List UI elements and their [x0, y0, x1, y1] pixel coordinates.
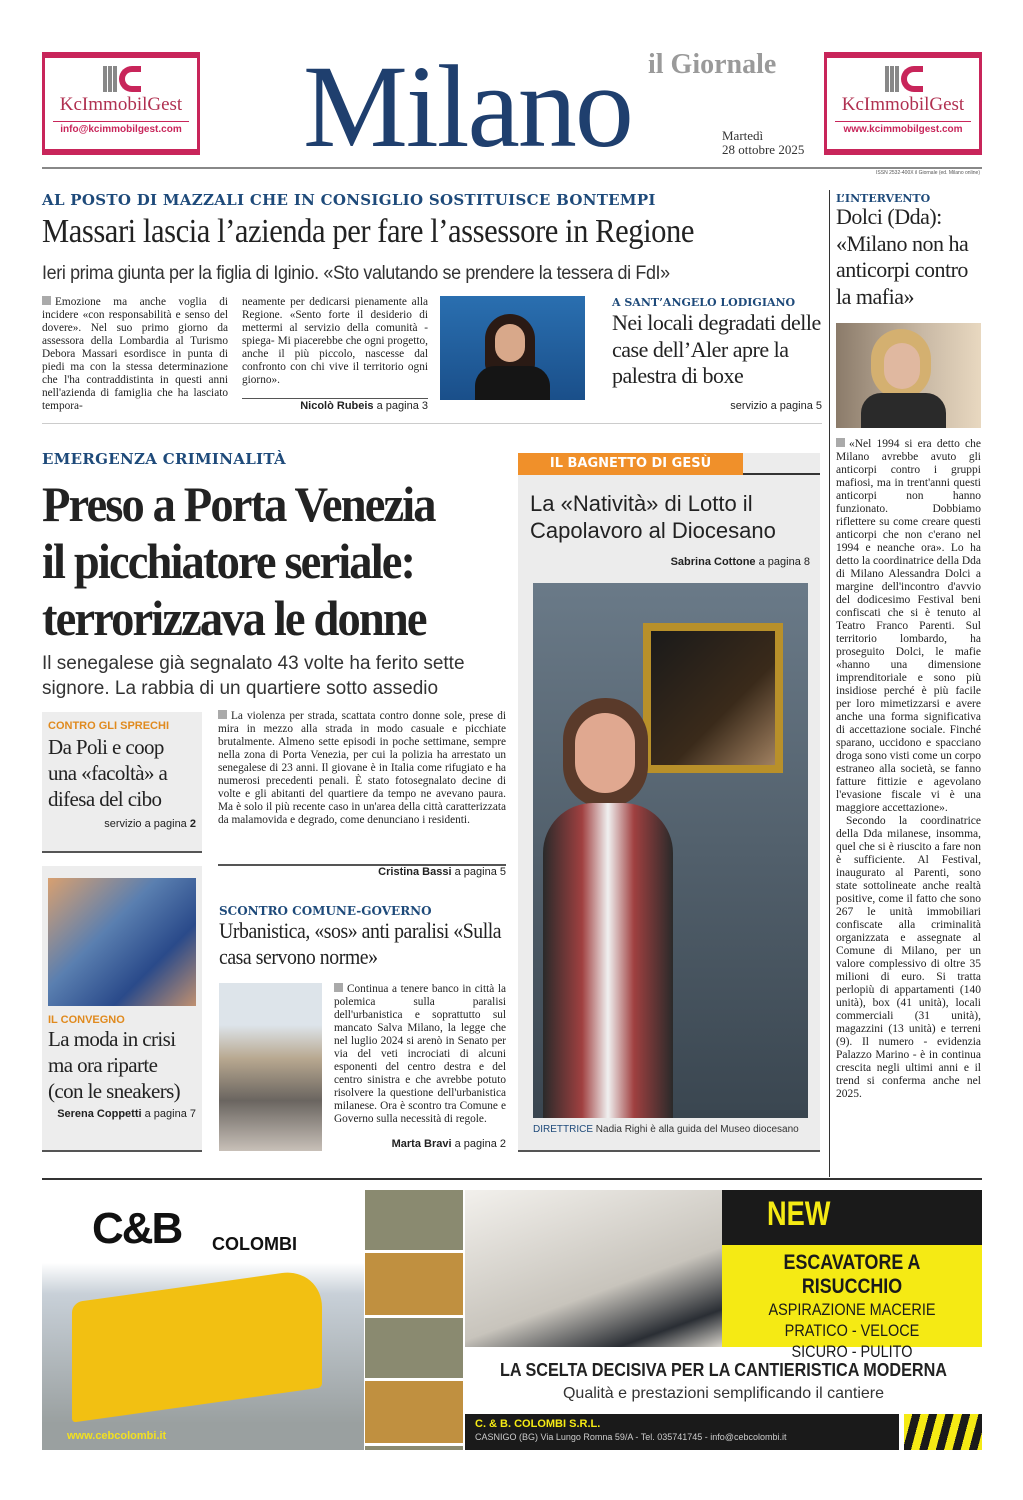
headline-line: terrorizzava le donne	[42, 590, 426, 646]
kcimmobilgest-logo-icon	[103, 66, 139, 92]
ad-kcimmobilgest-right[interactable]	[824, 52, 982, 155]
nativita-caption	[533, 1124, 799, 1135]
author: Serena Coppetti	[57, 1108, 142, 1120]
side-story-byline: servizio a pagina 5	[730, 400, 822, 412]
top-story-headline[interactable]: Massari lascia l’azienda per fare l’assessore in Regione	[42, 213, 694, 250]
issn: ISSN 2532-400X il Giornale (ed. Milano online)	[876, 170, 980, 176]
main-story-kicker: EMERGENZA CRIMINALITÀ	[42, 450, 286, 468]
sprechi-headline: Da Poli e coop una «facoltà» a difesa del cibo	[48, 735, 168, 811]
convegno-headline: La moda in crisi ma ora riparte (con le sneakers)	[48, 1027, 181, 1103]
header-rule	[42, 167, 982, 169]
ad-truck-photo	[42, 1190, 364, 1450]
truck-icon	[72, 1267, 322, 1422]
bullet-square-icon	[334, 983, 343, 992]
page-ref: a pagina 7	[144, 1108, 196, 1120]
weekday: Martedì	[722, 128, 764, 143]
headline-line: Preso a Porta Venezia	[42, 476, 435, 532]
urbanistica-kicker: SCONTRO COMUNE-GOVERNO	[219, 904, 432, 918]
sprechi-kicker: CONTRO GLI SPRECHI	[48, 720, 170, 732]
page-ref: a pagina 8	[758, 556, 810, 568]
author: Marta Bravi	[391, 1138, 452, 1150]
photo-debora-massari	[440, 296, 585, 400]
author: Sabrina Cottone	[670, 556, 756, 568]
page-ref: a pagina 3	[376, 400, 428, 412]
nativita-box[interactable]	[518, 453, 820, 1152]
ad-yellow-panel	[722, 1245, 982, 1361]
ad-line: PRATICO - VELOCE	[784, 1321, 920, 1340]
bullet-square-icon	[42, 296, 51, 305]
photo-nadia-righi	[533, 583, 808, 1118]
ad-subslogan: Qualità e prestazioni semplificando il cantiere	[562, 1385, 885, 1402]
bullet-square-icon	[218, 710, 227, 719]
photo-alessandra-dolci	[836, 323, 981, 428]
intervento-body	[836, 438, 981, 1101]
top-story-body-col2: neamente per dedicarsi pienamente alla Regione. «Sento forte il desiderio di mettermi al servizio della comunità - spiega- Mi piacerebbe che ogni progetto, anche il più piccolo, nascesse dal confronto con chi vive il territorio ogni giorno».	[242, 296, 428, 386]
ad-contact: www.kcimmobilgest.com	[843, 124, 963, 135]
ad-title: ESCAVATORE A RISUCCHIO	[783, 1251, 921, 1298]
top-story-byline	[242, 400, 428, 412]
page-number: 2	[189, 818, 196, 830]
ad-line: SICURO - PULITO	[791, 1342, 913, 1361]
masthead: Milano	[303, 41, 632, 172]
ad-contact: info@kcimmobilgest.com	[60, 124, 182, 135]
sprechi-byline	[48, 818, 196, 830]
ad-new-band	[722, 1190, 982, 1245]
main-story-body	[218, 710, 506, 827]
nativita-headline: La «Natività» di Lotto il Capolavoro al Diocesano	[530, 491, 776, 543]
newspaper-name: il Giornale	[648, 49, 777, 80]
urbanistica-headline[interactable]: Urbanistica, «sos» anti paralisi «Sulla casa servono norme»	[219, 918, 502, 969]
page-ref: a pagina 2	[454, 1138, 506, 1150]
column-divider	[829, 190, 830, 1177]
date: 28 ottobre 2025	[722, 142, 805, 157]
ad-rule	[42, 1178, 982, 1180]
ad-url[interactable]: www.cebcolombi.it	[67, 1430, 167, 1442]
issue-date	[722, 129, 804, 157]
author: Cristina Bassi	[378, 866, 452, 878]
ad-cb-colombi[interactable]	[42, 1190, 982, 1450]
ad-company: C. & B. COLOMBI S.R.L.	[475, 1418, 601, 1430]
divider	[42, 423, 822, 424]
convegno-byline	[48, 1108, 196, 1120]
ad-photo-strip	[365, 1190, 463, 1450]
ad-footer	[465, 1414, 899, 1450]
intervento-headline[interactable]: Dolci (Dda): «Milano non ha anticorpi contro la mafia»	[836, 204, 969, 309]
body-text: «Nel 1994 si era detto che Milano avrebbe avuto gli anticorpi contro i gruppi mafiosi, ma in trent'anni questi anticorpi non hanno funzionato. Dobbiamo riflettere su come creare questi anticorpi che non c'erano nel 1994 e neanche ora». Lo ha detto la coordinatrice della Dda di Milano Alessandra Dolci a margine dell'incontro d'avvio del dodicesimo Festival beni confiscati che si è tenuto al Teatro Franco Parenti. Sul territorio lombardo, ha proseguito Dolci, le mafie «hanno una dimensione imprenditoriale e sono più insidiose perché è più facile per loro mimetizzarsi e avere anche una forma significativa di accettazione sociale. Finché sparano, uccidono e spacciano droga sono visti come un corpo estraneo alla società, se fanno fatture fittizie e agevolano l'evasione fiscale vi è una maggiore accettazione».	[836, 438, 981, 814]
ad-stripes-icon	[904, 1414, 982, 1450]
caption-label: DIRETTRICE	[533, 1124, 593, 1135]
nativita-byline	[671, 556, 810, 568]
urbanistica-body	[334, 983, 506, 1126]
ad-brand: KcImmobilGest	[59, 94, 183, 115]
body-text: La violenza per strada, scattata contro donne sole, prese di mira in mezzo alla strada in modo casuale e picchiate brutalmente. Almeno sette episodi in poche settimane, sempre nella zona di Porta Venezia, per cui la polizia ha arrestato un senegalese di 23 anni. Il giovane è in Italia come rifugiato e ha numerosi precedenti penali. È stato fotosegnalato decine di volte e gli abitanti del quartiere da tempo ne avevano paura. Ma è solo il più recente caso in un'area della città caratterizzata da malamovida e degrado, come denunciano i residenti.	[218, 710, 506, 826]
caption-text: Nadia Righi è alla guida del Museo diocesano	[595, 1124, 799, 1135]
urbanistica-byline	[334, 1138, 506, 1150]
headline-line: il picchiatore seriale:	[42, 533, 415, 589]
top-story-kicker: AL POSTO DI MAZZALI CHE IN CONSIGLIO SOSTITUISCE BONTEMPI	[42, 191, 656, 209]
main-story-byline	[218, 866, 506, 878]
convegno-kicker: IL CONVEGNO	[48, 1014, 125, 1026]
photo-construction-site	[219, 983, 322, 1151]
ad-new: NEW	[767, 1195, 831, 1233]
sprechi-box[interactable]	[42, 712, 202, 853]
ad-workers-photo	[465, 1190, 722, 1347]
photo-sneakers-bag	[48, 878, 196, 1006]
ad-kcimmobilgest-left[interactable]	[42, 52, 200, 155]
body-text: Secondo la coordinatrice della Dda milanese, insomma, quel che si è riuscito a fare non è sufficiente. Al Festival, inaugurato al Parenti, sono state sottolineate anche realtà positive, come il fatto che sono 267 le unità immobiliari confiscate alla criminalità organizzata e assegnate al Comune di Milano, per un valore complessivo di oltre 35 milioni di euro. Si tratta perlopiù di appartamenti (140 unità), box (41 unità), locali commerciali (31 unità), magazzini (13 unità) e terreni (9). Il numero - evidenzia Palazzo Marino - è in continua crescita negli ultimi anni e il trend si conferma anche nel 2025.	[836, 815, 981, 1100]
page-ref: servizio a pagina	[104, 818, 187, 830]
top-story-body-col1	[42, 296, 228, 413]
ad-slogan: LA SCELTA DECISIVA PER LA CANTIERISTICA MODERNA	[499, 1360, 947, 1380]
ad-address: CASNIGO (BG) Via Lungo Romna 59/A - Tel. 035741745 - info@cebcolombi.it	[475, 1432, 787, 1442]
main-story-deck: Il senegalese già segnalato 43 volte ha ferito sette signore. La rabbia di un quartiere sotto assedio	[42, 653, 465, 699]
main-story-headline[interactable]	[42, 476, 435, 647]
convegno-box[interactable]	[42, 866, 202, 1152]
body-text: Emozione ma anche voglia di incidere «con responsabilità e senso del dovere». Nel suo primo giorno da assessora della Lombardia al Turismo Debora Massari esordisce in punta di piedi ma con la stessa determinazione che l'ha contraddistinta in questi anni nell'azienda di famiglia che ha lasciato tempora-	[42, 296, 228, 412]
bullet-square-icon	[836, 438, 845, 447]
side-story-kicker: A SANT’ANGELO LODIGIANO	[612, 296, 796, 309]
ad-line: ASPIRAZIONE MACERIE	[768, 1300, 936, 1319]
cb-logo: C&B	[92, 1204, 182, 1253]
intervento-kicker: L’INTERVENTO	[836, 192, 931, 205]
divider	[242, 398, 428, 399]
author: Nicolò Rubeis	[300, 400, 374, 412]
body-text: Continua a tenere banco in città la polemica sulla paralisi dell'urbanistica e soprattutto sul mancato Salva Milano, la legge che nel luglio 2024 si arenò in Senato per via del veti incrociati di alcuni esponenti del centro destra e del centro sinistra e che avrebbe potuto risolvere la questione dell'urbanistica milanese. Ora è scontro tra Comune e Governo sulla necessità di regole.	[334, 983, 506, 1125]
page-ref: a pagina 5	[454, 866, 506, 878]
nativita-label: IL BAGNETTO DI GESÙ	[518, 453, 743, 475]
ad-brand: KcImmobilGest	[841, 94, 965, 115]
side-story-headline[interactable]: Nei locali degradati delle case dell’Aler apre la palestra di boxe	[612, 310, 821, 388]
top-story-deck: Ieri prima giunta per la figlia di Iginio. «Sto valutando se prendere la tessera di FdI»	[42, 262, 670, 284]
painting-nativita	[643, 623, 783, 773]
colombi-logo: COLOMBI	[212, 1234, 297, 1254]
kcimmobilgest-logo-icon	[885, 66, 921, 92]
